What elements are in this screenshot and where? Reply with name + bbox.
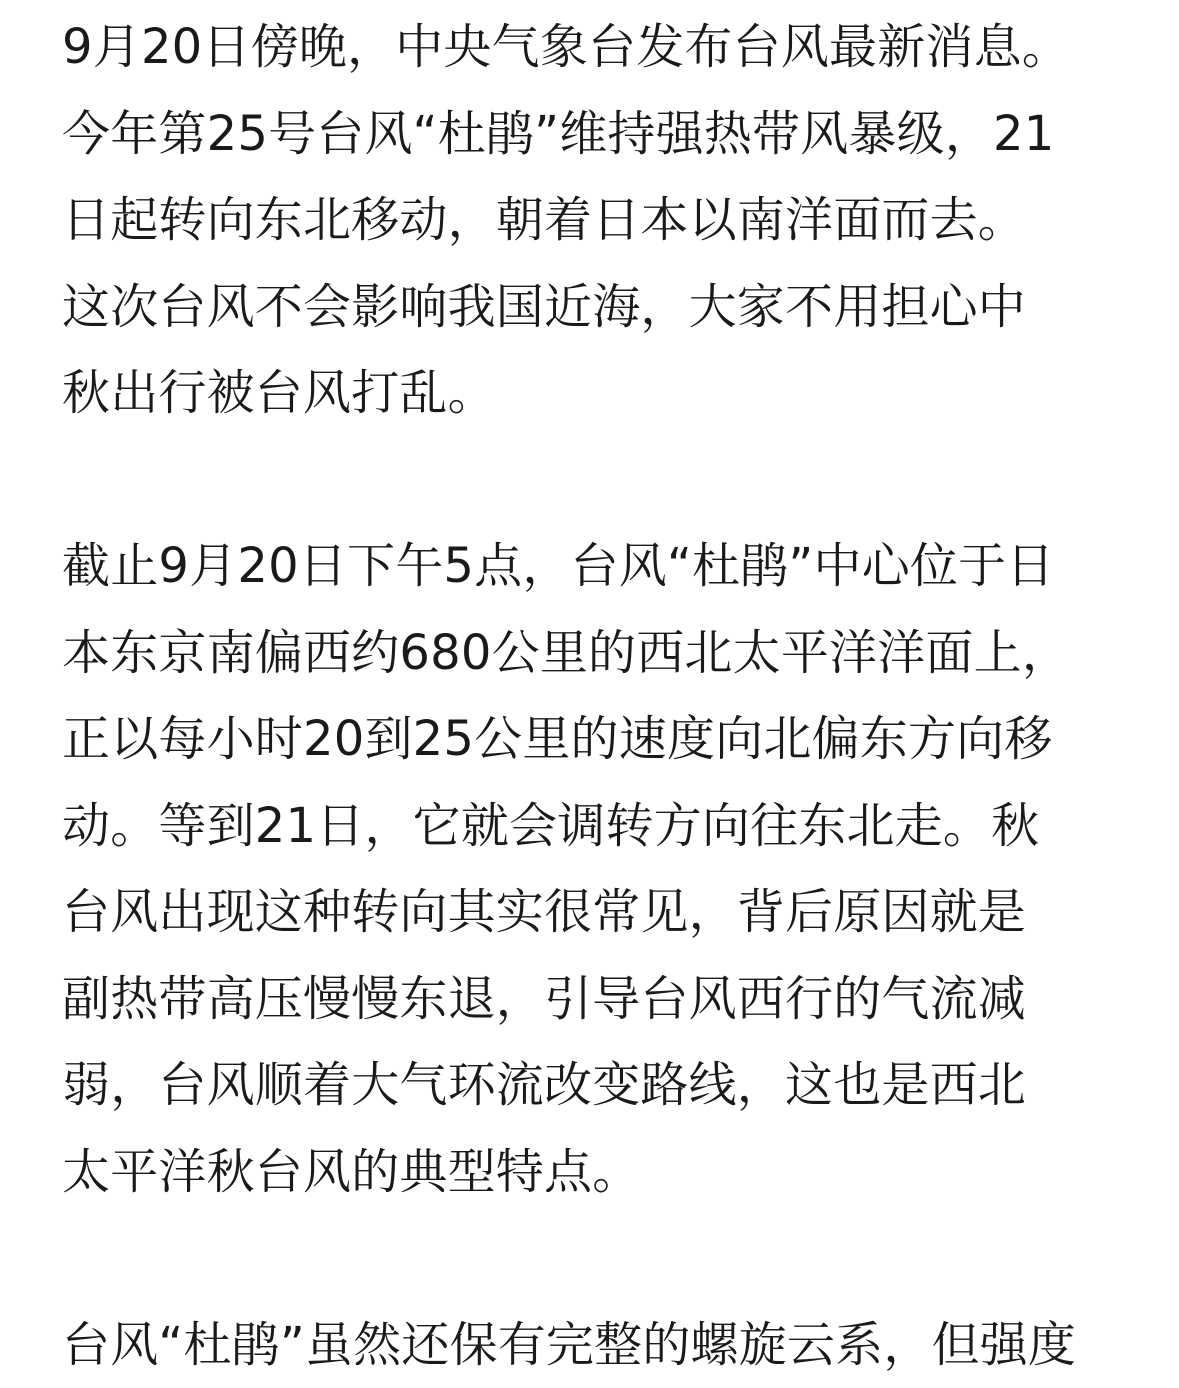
paragraph-3 — [62, 1302, 1119, 1388]
paragraph-2 — [62, 523, 1119, 1215]
paragraph-line: 本东京南偏西约680公里的西北太平洋洋面上， — [62, 610, 1119, 697]
paragraph-line: 秋出行被台风打乱。 — [62, 350, 1119, 437]
paragraph-line: 截止9月20日下午5点，台风“杜鹃”中心位于日 — [62, 523, 1119, 610]
paragraph-line: 动。等到21日，它就会调转方向往东北走。秋 — [62, 783, 1119, 870]
paragraph-1 — [62, 4, 1119, 437]
paragraph-line: 太平洋秋台风的典型特点。 — [62, 1129, 1119, 1216]
paragraph-line: 副热带高压慢慢东退，引导台风西行的气流减 — [62, 956, 1119, 1043]
paragraph-spacer — [62, 1215, 1119, 1302]
paragraph-spacer — [62, 437, 1119, 524]
paragraph-line: 今年第25号台风“杜鹃”维持强热带风暴级，21 — [62, 91, 1119, 178]
paragraph-line: 日起转向东北移动，朝着日本以南洋面而去。 — [62, 177, 1119, 264]
paragraph-line: 台风出现这种转向其实很常见，背后原因就是 — [62, 869, 1119, 956]
paragraph-line: 这次台风不会影响我国近海，大家不用担心中 — [62, 264, 1119, 351]
paragraph-line: 9月20日傍晚，中央气象台发布台风最新消息。 — [62, 4, 1119, 91]
paragraph-line: 正以每小时20到25公里的速度向北偏东方向移 — [62, 696, 1119, 783]
paragraph-line: 台风“杜鹃”虽然还保有完整的螺旋云系，但强度 — [62, 1302, 1119, 1388]
paragraph-line: 弱，台风顺着大气环流改变路线，这也是西北 — [62, 1042, 1119, 1129]
